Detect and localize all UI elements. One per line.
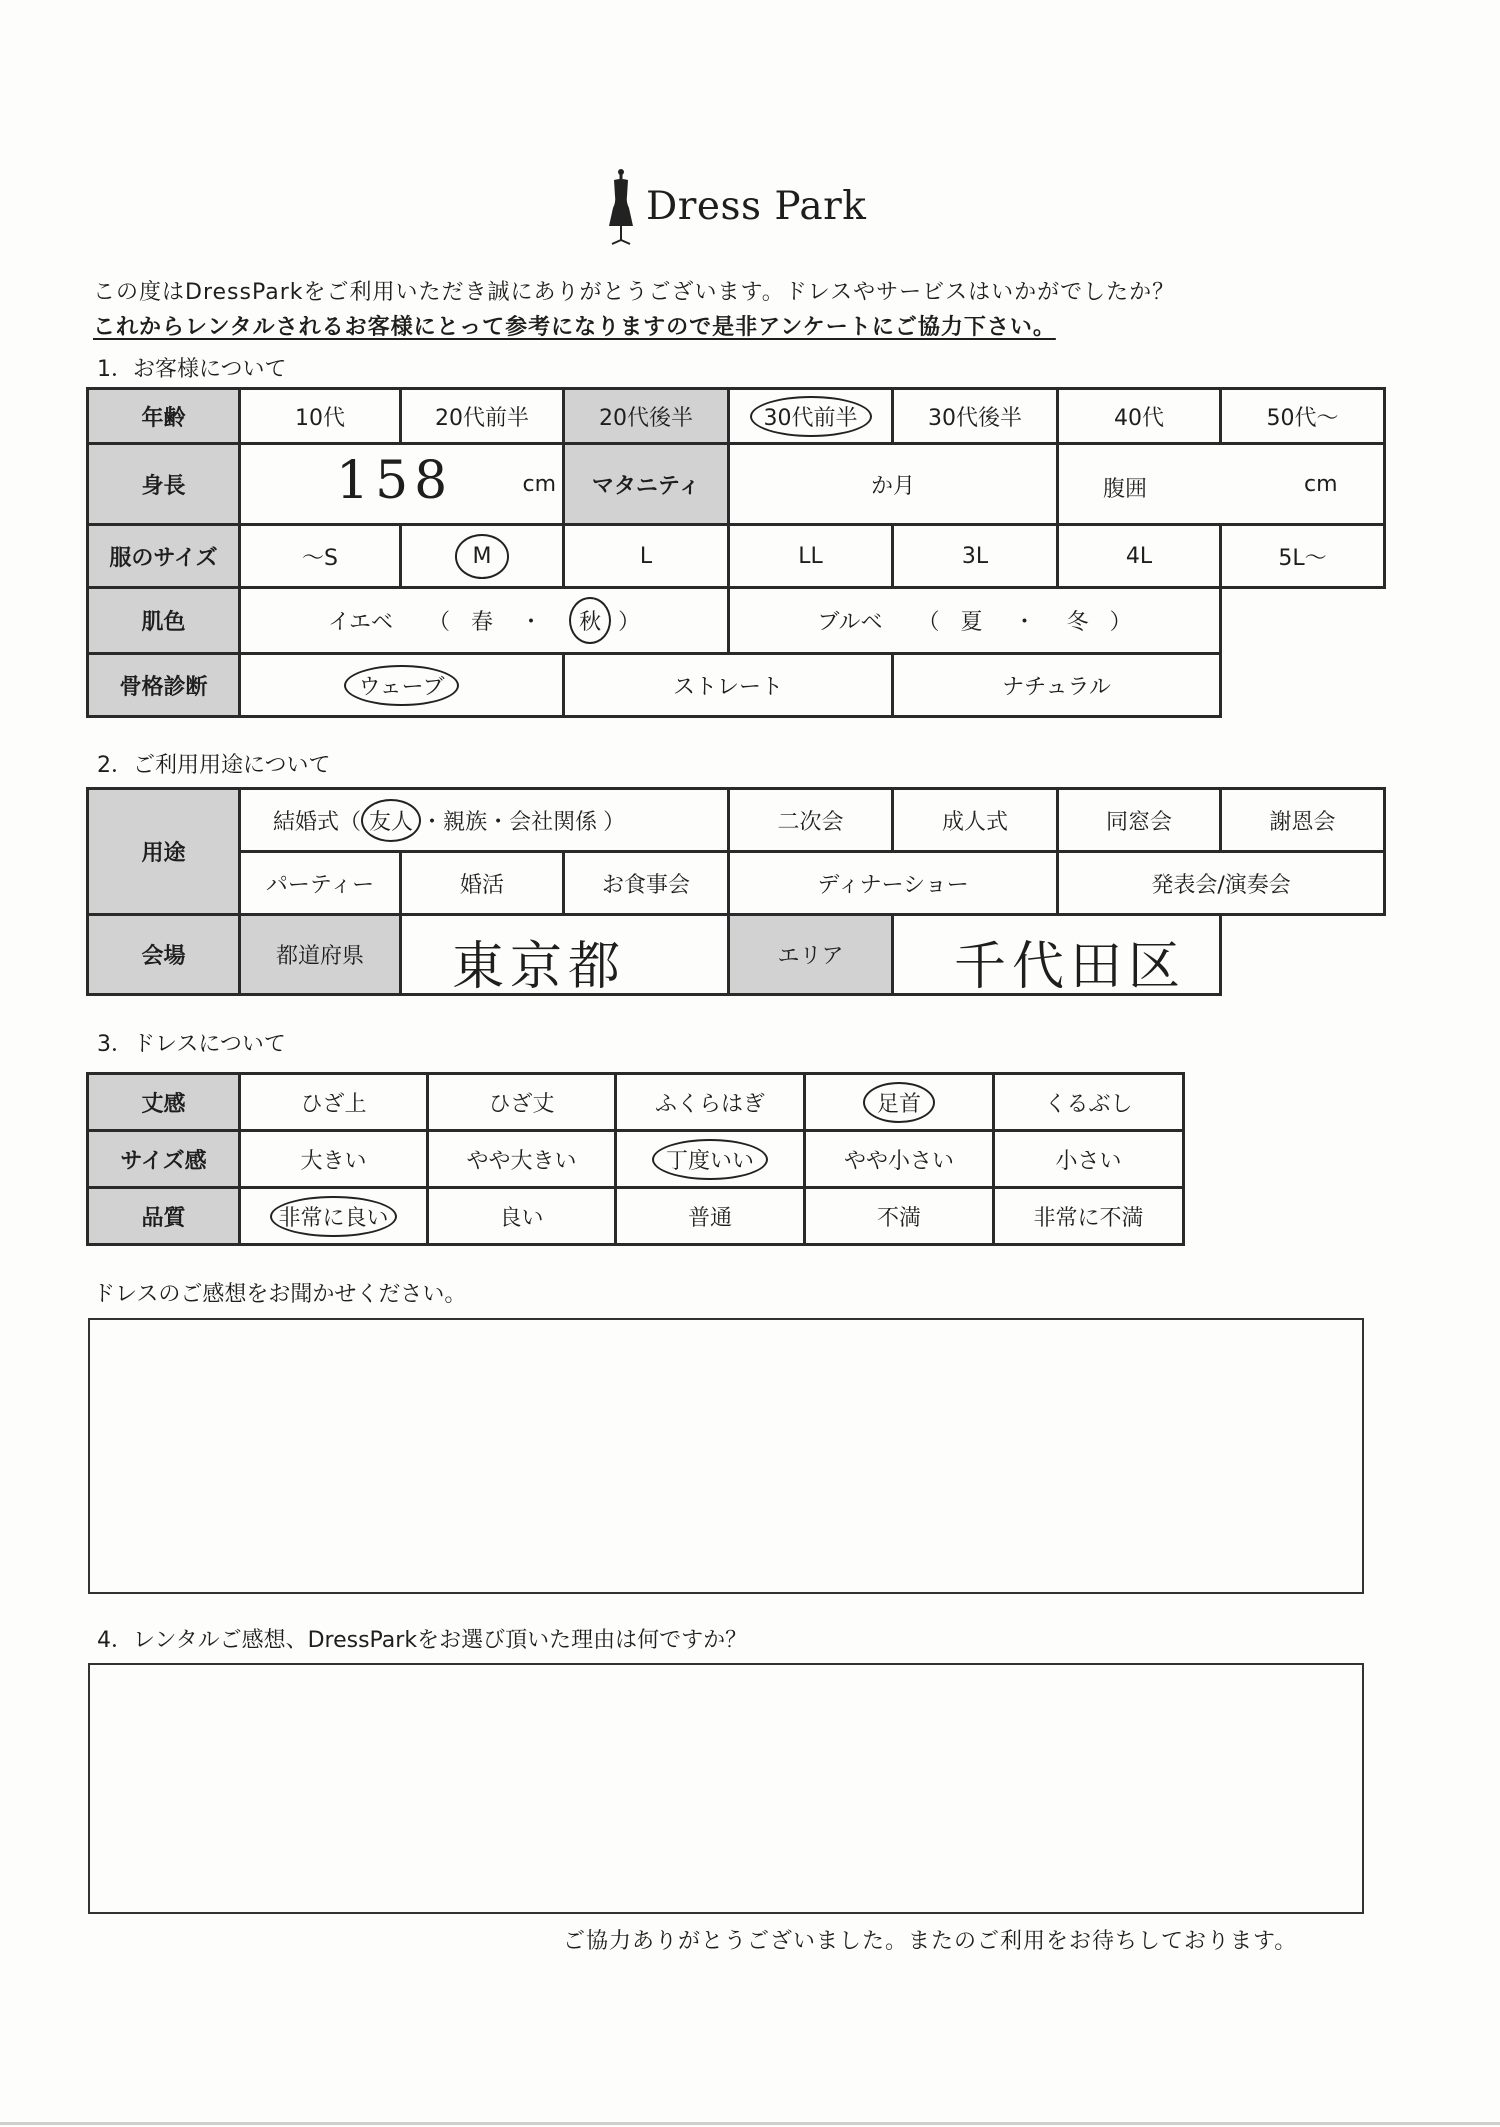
fit-option[interactable]: 小さい (994, 1131, 1184, 1188)
length-option[interactable]: ひざ丈 (428, 1074, 616, 1131)
quality-option[interactable]: 普通 (616, 1188, 805, 1245)
section-4-title: 4．レンタルご感想、DressParkをお選び頂いた理由は何ですか？ (97, 1628, 748, 1653)
fit-option[interactable]: やや小さい (805, 1131, 994, 1188)
selection-circle: ウェーブ (344, 665, 458, 706)
age-option[interactable]: 20代前半 (401, 389, 564, 444)
height-row (88, 444, 1385, 525)
blue-base-label: ブルベ (817, 610, 883, 635)
fit-option[interactable]: やや大きい (428, 1131, 616, 1188)
area-field[interactable] (893, 915, 1221, 995)
size-row (88, 525, 1385, 588)
intro-line-2: これからレンタルされるお客様にとって参考になりますので是非アンケートにご協力下さい。 (93, 315, 1056, 340)
age-row (88, 389, 1385, 444)
skin-row (88, 588, 1385, 654)
skin-yellow-option[interactable]: イエベ （ 春 ・ 秋 ） (240, 588, 729, 654)
selection-circle: 足首 (863, 1082, 935, 1123)
wedding-option[interactable]: 結婚式（ 友人 ・親族・会社関係 ） (240, 789, 729, 852)
purpose-option[interactable]: 同窓会 (1058, 789, 1221, 852)
age-option[interactable]: 30代後半 (893, 389, 1058, 444)
fit-option[interactable]: 大きい (240, 1131, 428, 1188)
waist-label: 腹囲 (1103, 477, 1148, 502)
age-option[interactable]: 40代 (1058, 389, 1221, 444)
selection-circle: 丁度いい (652, 1139, 768, 1180)
maternity-label: マタニティ (564, 444, 729, 525)
length-option[interactable]: ひざ上 (240, 1074, 428, 1131)
summer-option: 夏 (960, 610, 983, 635)
section-2-title: 2．ご利用用途について (97, 753, 331, 778)
height-unit: cm (522, 472, 556, 497)
scan-edge (0, 2122, 1500, 2125)
frame-row (88, 654, 1385, 717)
impression-prompt: ドレスのご感想をお聞かせください。 (93, 1282, 467, 1307)
maternity-months-field[interactable] (729, 444, 1058, 525)
height-value: 158 (336, 451, 454, 511)
size-option[interactable]: LL (729, 525, 893, 588)
skin-label: 肌色 (88, 588, 240, 654)
size-label: 服のサイズ (88, 525, 240, 588)
waist-field[interactable] (1058, 444, 1385, 525)
wedding-relatives: 親族 (443, 809, 488, 835)
section-1-title: 1．お客様について (97, 357, 287, 382)
height-field[interactable] (240, 444, 564, 525)
section-3-title: 3．ドレスについて (97, 1032, 286, 1057)
size-option-selected[interactable] (401, 525, 564, 588)
size-option[interactable]: 5L～ (1221, 525, 1385, 588)
purpose-option[interactable]: 謝恩会 (1221, 789, 1385, 852)
frame-label: 骨格診断 (88, 654, 240, 717)
prefecture-field[interactable] (401, 915, 729, 995)
purpose-label: 用途 (88, 789, 240, 915)
size-option[interactable]: 4L (1058, 525, 1221, 588)
customer-info-table (86, 387, 1386, 718)
area-value: 千代田区 (954, 937, 1187, 997)
quality-option[interactable]: 不満 (805, 1188, 994, 1245)
quality-label: 品質 (88, 1188, 240, 1245)
prefecture-label: 都道府県 (240, 915, 401, 995)
purpose-option[interactable]: 発表会/演奏会 (1058, 852, 1385, 915)
size-option[interactable]: L (564, 525, 729, 588)
dress-table (86, 1072, 1185, 1246)
footer-thanks: ご協力ありがとうございました。またのご利用をお待ちしております。 (563, 1929, 1298, 1954)
venue-label: 会場 (88, 915, 240, 995)
winter-option: 冬 (1066, 610, 1089, 635)
length-option[interactable]: ふくらはぎ (616, 1074, 805, 1131)
wedding-company: 会社関係 (509, 809, 598, 835)
frame-option-selected[interactable] (240, 654, 564, 717)
length-option[interactable]: くるぶし (994, 1074, 1184, 1131)
fit-label: サイズ感 (88, 1131, 240, 1188)
age-option-selected[interactable] (729, 389, 893, 444)
skin-blue-option[interactable]: ブルベ （ 夏 ・ 冬 ） (729, 588, 1221, 654)
usage-table (86, 787, 1386, 996)
fit-option-selected[interactable] (616, 1131, 805, 1188)
selection-circle: 秋 (569, 597, 611, 644)
yellow-base-label: イエベ (327, 610, 394, 635)
purpose-option[interactable]: 婚活 (401, 852, 564, 915)
length-label: 丈感 (88, 1074, 240, 1131)
quality-option[interactable]: 良い (428, 1188, 616, 1245)
selection-circle: M (455, 534, 510, 579)
prefecture-value: 東京都 (452, 937, 627, 997)
quality-option[interactable]: 非常に不満 (994, 1188, 1184, 1245)
selection-circle: 非常に良い (270, 1196, 396, 1237)
selection-circle: 友人 (361, 799, 421, 842)
age-label: 年齢 (88, 389, 240, 444)
length-option-selected[interactable] (805, 1074, 994, 1131)
size-option[interactable]: 3L (893, 525, 1058, 588)
size-option[interactable]: ～S (240, 525, 401, 588)
purpose-option[interactable]: お食事会 (564, 852, 729, 915)
intro-line-1: この度はDressParkをご利用いただき誠にありがとうございます。ドレスやサービスはいかがでしたか？ (93, 280, 1176, 305)
brand-logo (0, 160, 1500, 260)
frame-option[interactable]: ストレート (564, 654, 893, 717)
age-option[interactable]: 20代後半 (564, 389, 729, 444)
dress-impression-box[interactable] (88, 1318, 1364, 1594)
spring-option: 春 (471, 610, 494, 635)
purpose-option[interactable]: 成人式 (893, 789, 1058, 852)
height-label: 身長 (88, 444, 240, 525)
selection-circle: 30代前半 (750, 396, 872, 437)
rental-reason-box[interactable] (88, 1663, 1364, 1914)
age-option[interactable]: 50代～ (1221, 389, 1385, 444)
purpose-option[interactable]: 二次会 (729, 789, 893, 852)
wedding-label: 結婚式 (273, 809, 340, 835)
months-label: か月 (870, 473, 915, 499)
quality-option-selected[interactable] (240, 1188, 428, 1245)
waist-unit: cm (1304, 472, 1338, 497)
dress-form-icon (606, 168, 636, 248)
area-label: エリア (729, 915, 893, 995)
frame-option[interactable]: ナチュラル (893, 654, 1221, 717)
purpose-option[interactable]: ディナーショー (729, 852, 1058, 915)
age-option[interactable]: 10代 (240, 389, 401, 444)
purpose-option[interactable]: パーティー (240, 852, 401, 915)
brand-name: Dress Park (646, 184, 867, 229)
